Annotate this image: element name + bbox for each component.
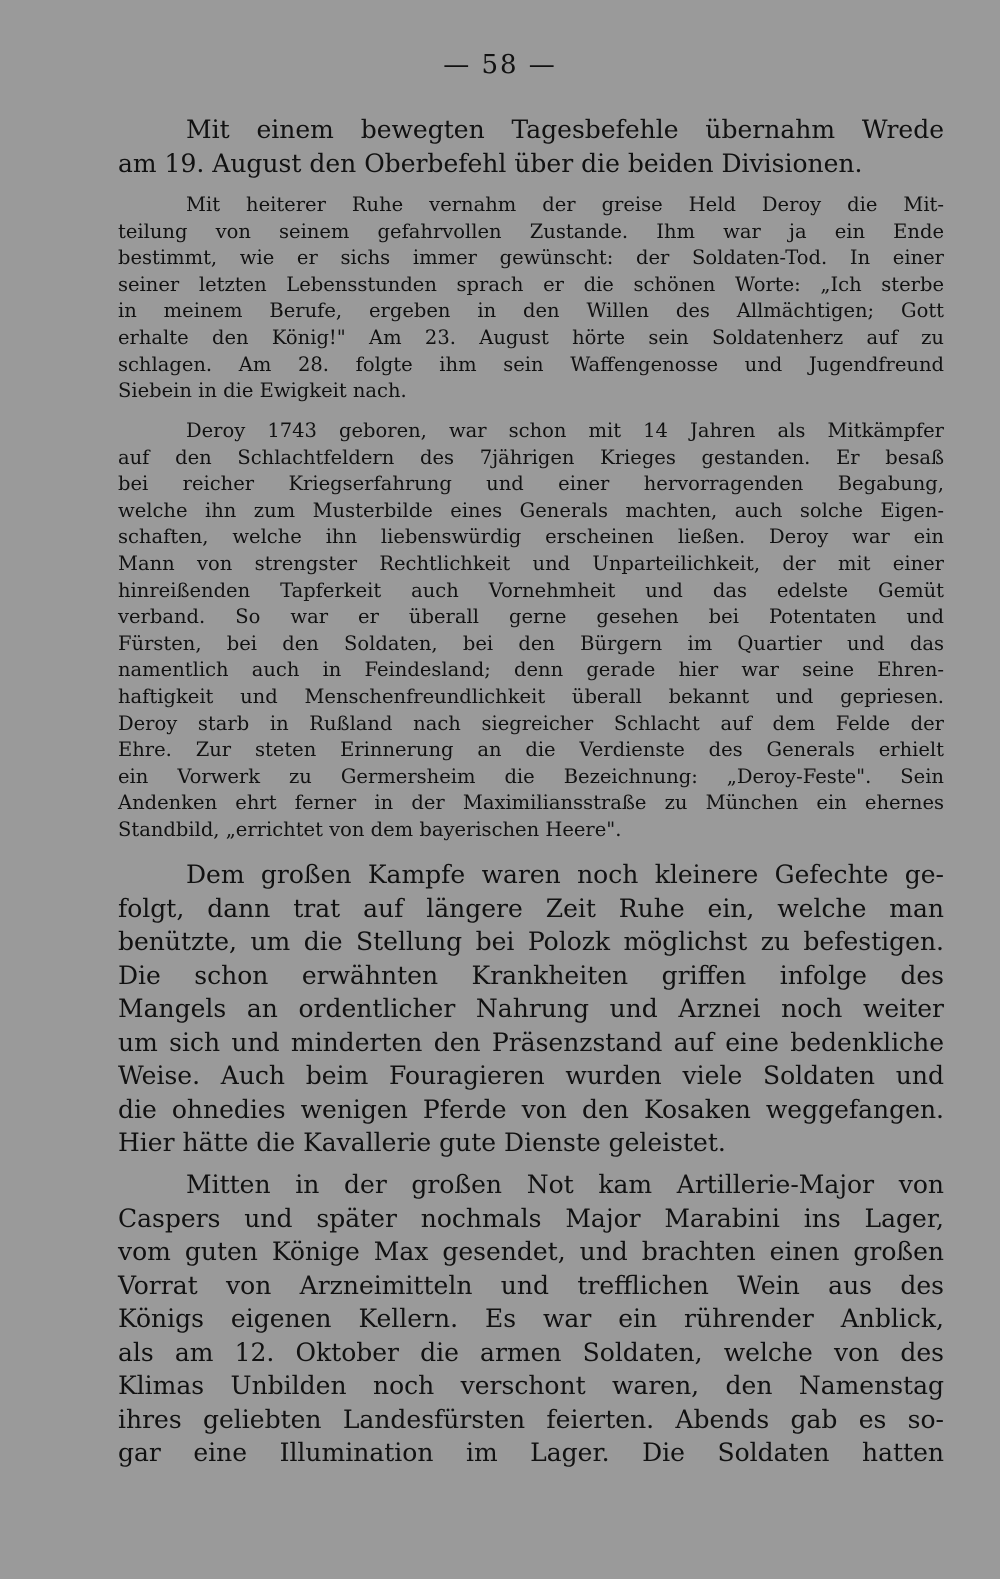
text-line: ein Vorwerk zu Germersheim die Bezeichnung: „Deroy-Feste". Sein [118, 764, 944, 788]
text-line: Mann von strengster Rechtlichkeit und Unparteilichkeit, der mit einer [118, 551, 944, 575]
text-line: benützte, um die Stellung bei Polozk möglichst zu befestigen. [118, 927, 944, 956]
text-line: gar eine Illumination im Lager. Die Soldaten hatten [118, 1438, 944, 1467]
text-line: Mitten in der großen Not kam Artillerie-Major von [186, 1170, 944, 1199]
text-line: Vorrat von Arzneimitteln und trefflichen Wein aus des [118, 1270, 944, 1300]
text-line: Dem großen Kampfe waren noch kleinere Gefechte ge- [186, 860, 944, 889]
text-line: Mangels an ordentlicher Nahrung und Arznei noch weiter [118, 994, 944, 1023]
text-line: auf den Schlachtfeldern des 7jährigen Krieges gestanden. Er besaß [118, 445, 944, 469]
text-line: in meinem Berufe, ergeben in den Willen des Allmächtigen; Gott [118, 299, 944, 323]
text-line: hinreißenden Tapferkeit auch Vornehmheit und das edelste Gemüt [118, 578, 944, 602]
text-line: erhalte den König!" Am 23. August hörte sein Soldatenherz auf zu [118, 325, 944, 349]
text-line: Siebein in die Ewigkeit nach. [118, 379, 407, 403]
text-line: bei reicher Kriegserfahrung und einer hervorragenden Begabung, [118, 472, 944, 496]
text-line: Deroy starb in Rußland nach siegreicher Schlacht auf dem Felde der [118, 711, 944, 735]
text-line: schaften, welche ihn liebenswürdig erscheinen ließen. Deroy war ein [118, 525, 944, 549]
text-line: Klimas Unbilden noch verschont waren, den Namenstag [118, 1371, 944, 1400]
text-line: Caspers und später nochmals Major Marabini ins Lager, [118, 1203, 944, 1233]
text-line: Hier hätte die Kavallerie gute Dienste geleistet. [118, 1128, 726, 1157]
text-line: Fürsten, bei den Soldaten, bei den Bürgern im Quartier und das [118, 631, 944, 655]
text-line: Mit heiterer Ruhe vernahm der greise Held Deroy die Mit- [186, 193, 944, 216]
text-line: Königs eigenen Kellern. Es war ein rührender Anblick, [118, 1304, 944, 1333]
paragraph-deroy-death [118, 192, 944, 405]
text-line: teilung von seinem gefahrvollen Zustande. Ihm war ja ein Ende [118, 219, 944, 243]
text-line: am 19. August den Oberbefehl über die beiden Divisionen. [118, 148, 863, 178]
text-line: welche ihn zum Musterbilde eines Generals machten, auch solche Eigen- [118, 498, 944, 522]
text-line: ihres geliebten Landesfürsten feierten. Abends gab es so- [118, 1404, 944, 1434]
page-number: — 58 — [443, 50, 557, 80]
text-line: Andenken ehrt ferner in der Maximiliansstraße zu München ein ehernes [118, 791, 944, 815]
text-line: folgt, dann trat auf längere Zeit Ruhe ein, welche man [118, 893, 944, 923]
text-line: Weise. Auch beim Fouragieren wurden viele Soldaten und [118, 1061, 944, 1090]
text-line: seiner letzten Lebensstunden sprach er die schönen Worte: „Ich sterbe [118, 272, 944, 296]
text-line: Mit einem bewegten Tagesbefehle übernahm Wrede [186, 115, 944, 144]
text-line: Deroy 1743 geboren, war schon mit 14 Jahren als Mitkämpfer [186, 419, 944, 442]
text-line: die ohnedies wenigen Pferde von den Kosaken weggefangen. [118, 1094, 944, 1124]
paragraph-wrede-command [118, 113, 944, 180]
paragraph-deroy-biography [118, 418, 944, 844]
text-line: Ehre. Zur steten Erinnerung an die Verdienste des Generals erhielt [118, 738, 944, 762]
text-line: verband. So war er überall gerne gesehen bei Potentaten und [118, 605, 944, 629]
text-line: bestimmt, wie er sichs immer gewünscht: der Soldaten-Tod. In einer [118, 246, 944, 270]
text-line: namentlich auch in Feindesland; denn gerade hier war seine Ehren- [118, 658, 944, 682]
text-line: vom guten Könige Max gesendet, und brachten einen großen [118, 1237, 944, 1266]
text-line: als am 12. Oktober die armen Soldaten, welche von des [118, 1337, 944, 1367]
text-line: haftigkeit und Menschenfreundlichkeit überall bekannt und gepriesen. [118, 684, 944, 708]
text-line: Die schon erwähnten Krankheiten griffen infolge des [118, 960, 944, 990]
text-line: Standbild, „errichtet von dem bayerischen Heere". [118, 817, 622, 841]
paragraph-polozk-position [118, 858, 944, 1160]
text-line: schlagen. Am 28. folgte ihm sein Waffengenosse und Jugendfreund [118, 352, 944, 376]
text-line: um sich und minderten den Präsenzstand auf eine bedenkliche [118, 1027, 944, 1057]
paragraph-supplies-arrival [118, 1168, 944, 1470]
